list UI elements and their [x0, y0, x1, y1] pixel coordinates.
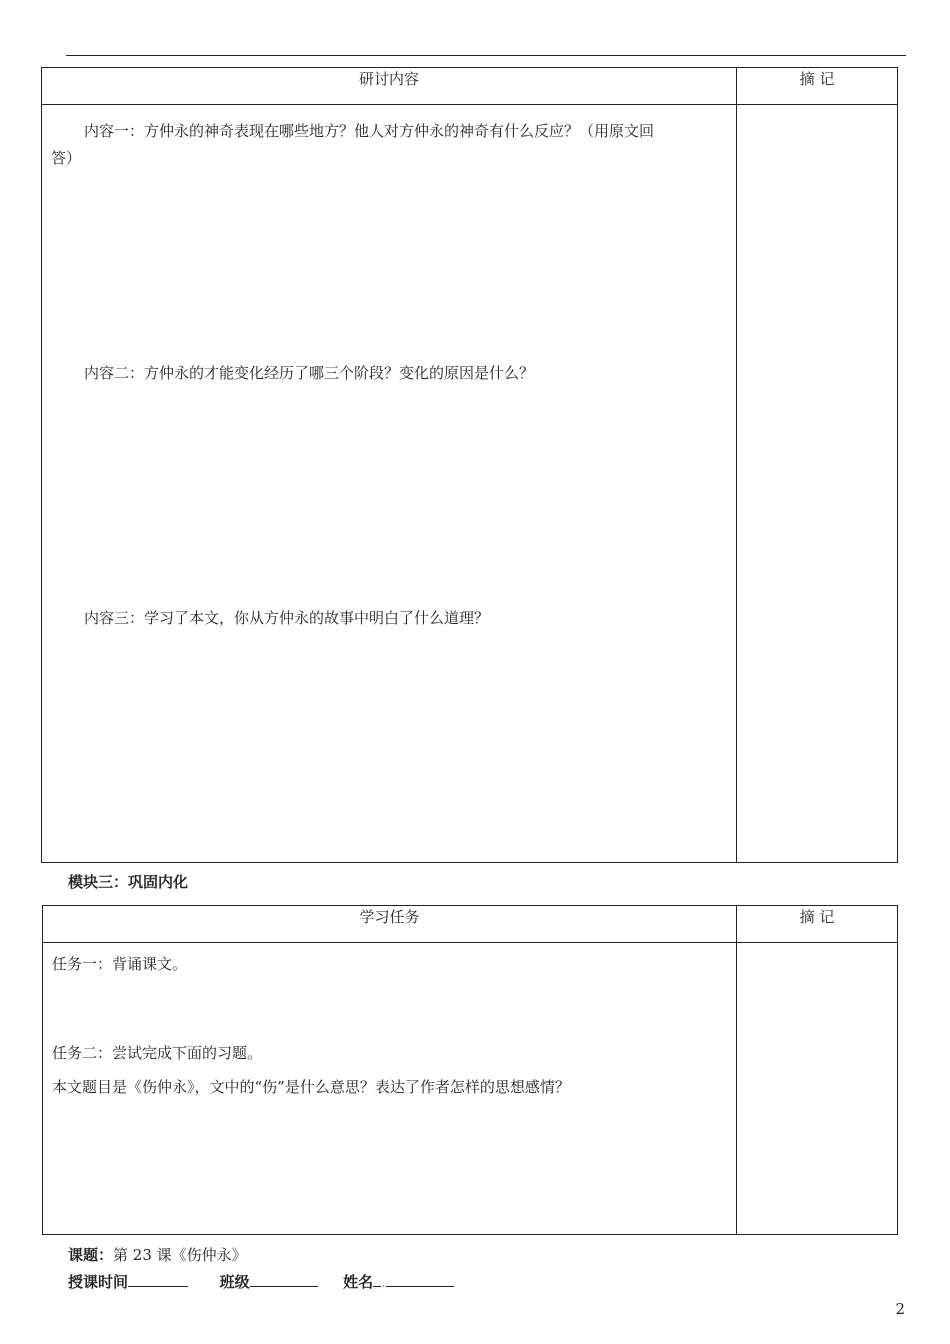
task-body	[43, 943, 737, 1235]
discussion-header-note	[737, 68, 898, 105]
content-one	[52, 114, 728, 182]
task-two: 任务二：尝试完成下面的习题。	[52, 1044, 263, 1062]
class-blank[interactable]	[250, 1270, 318, 1287]
discussion-notes-area[interactable]	[737, 105, 898, 863]
page-number: 2	[895, 1300, 905, 1318]
discussion-body	[42, 105, 737, 863]
name-label: 姓名	[343, 1273, 374, 1291]
discussion-header-main-label: 研讨内容	[358, 70, 419, 88]
task-header-note-label: 摘 记	[799, 908, 835, 926]
lesson-topic	[68, 1244, 247, 1266]
name-mark: .	[381, 1273, 386, 1291]
content-two-text: 内容二：方仲永的才能变化经历了哪三个阶段？变化的原因是什么？	[84, 364, 535, 382]
name-blank-lead[interactable]	[373, 1270, 381, 1287]
discussion-header-note-label: 摘 记	[799, 70, 835, 88]
topic-label: 课题：	[68, 1246, 114, 1264]
task-one: 任务一：背诵课文。	[52, 955, 188, 973]
lesson-info-line	[68, 1270, 454, 1293]
task-header-main-label: 学习任务	[359, 908, 420, 926]
content-one-line2: 答）	[51, 149, 82, 167]
task-notes-area[interactable]	[737, 943, 898, 1235]
discussion-header-main	[42, 68, 737, 105]
task-table	[42, 905, 898, 1235]
class-label: 班级	[219, 1273, 250, 1291]
content-three	[52, 601, 728, 635]
topic-value: 第 23 课《伤仲永》	[113, 1246, 247, 1264]
content-three-text: 内容三：学习了本文，你从方仲永的故事中明白了什么道理？	[84, 609, 490, 627]
task-header-main	[43, 906, 737, 943]
header-rule	[66, 55, 906, 56]
task-header-note	[737, 906, 898, 943]
class-time-label: 授课时间	[68, 1273, 129, 1291]
content-two	[52, 356, 728, 390]
module-three-title: 模块三：巩固内化	[68, 873, 189, 891]
name-blank[interactable]	[386, 1270, 454, 1287]
content-one-line1: 内容一：方仲永的神奇表现在哪些地方？他人对方仲永的神奇有什么反应？（用原文回	[84, 122, 655, 140]
class-time-blank[interactable]	[128, 1270, 188, 1287]
discussion-table	[41, 67, 898, 863]
task-two-question: 本文题目是《伤仲永》，文中的“伤”是什么意思？表达了作者怎样的思想感情？	[52, 1078, 570, 1096]
